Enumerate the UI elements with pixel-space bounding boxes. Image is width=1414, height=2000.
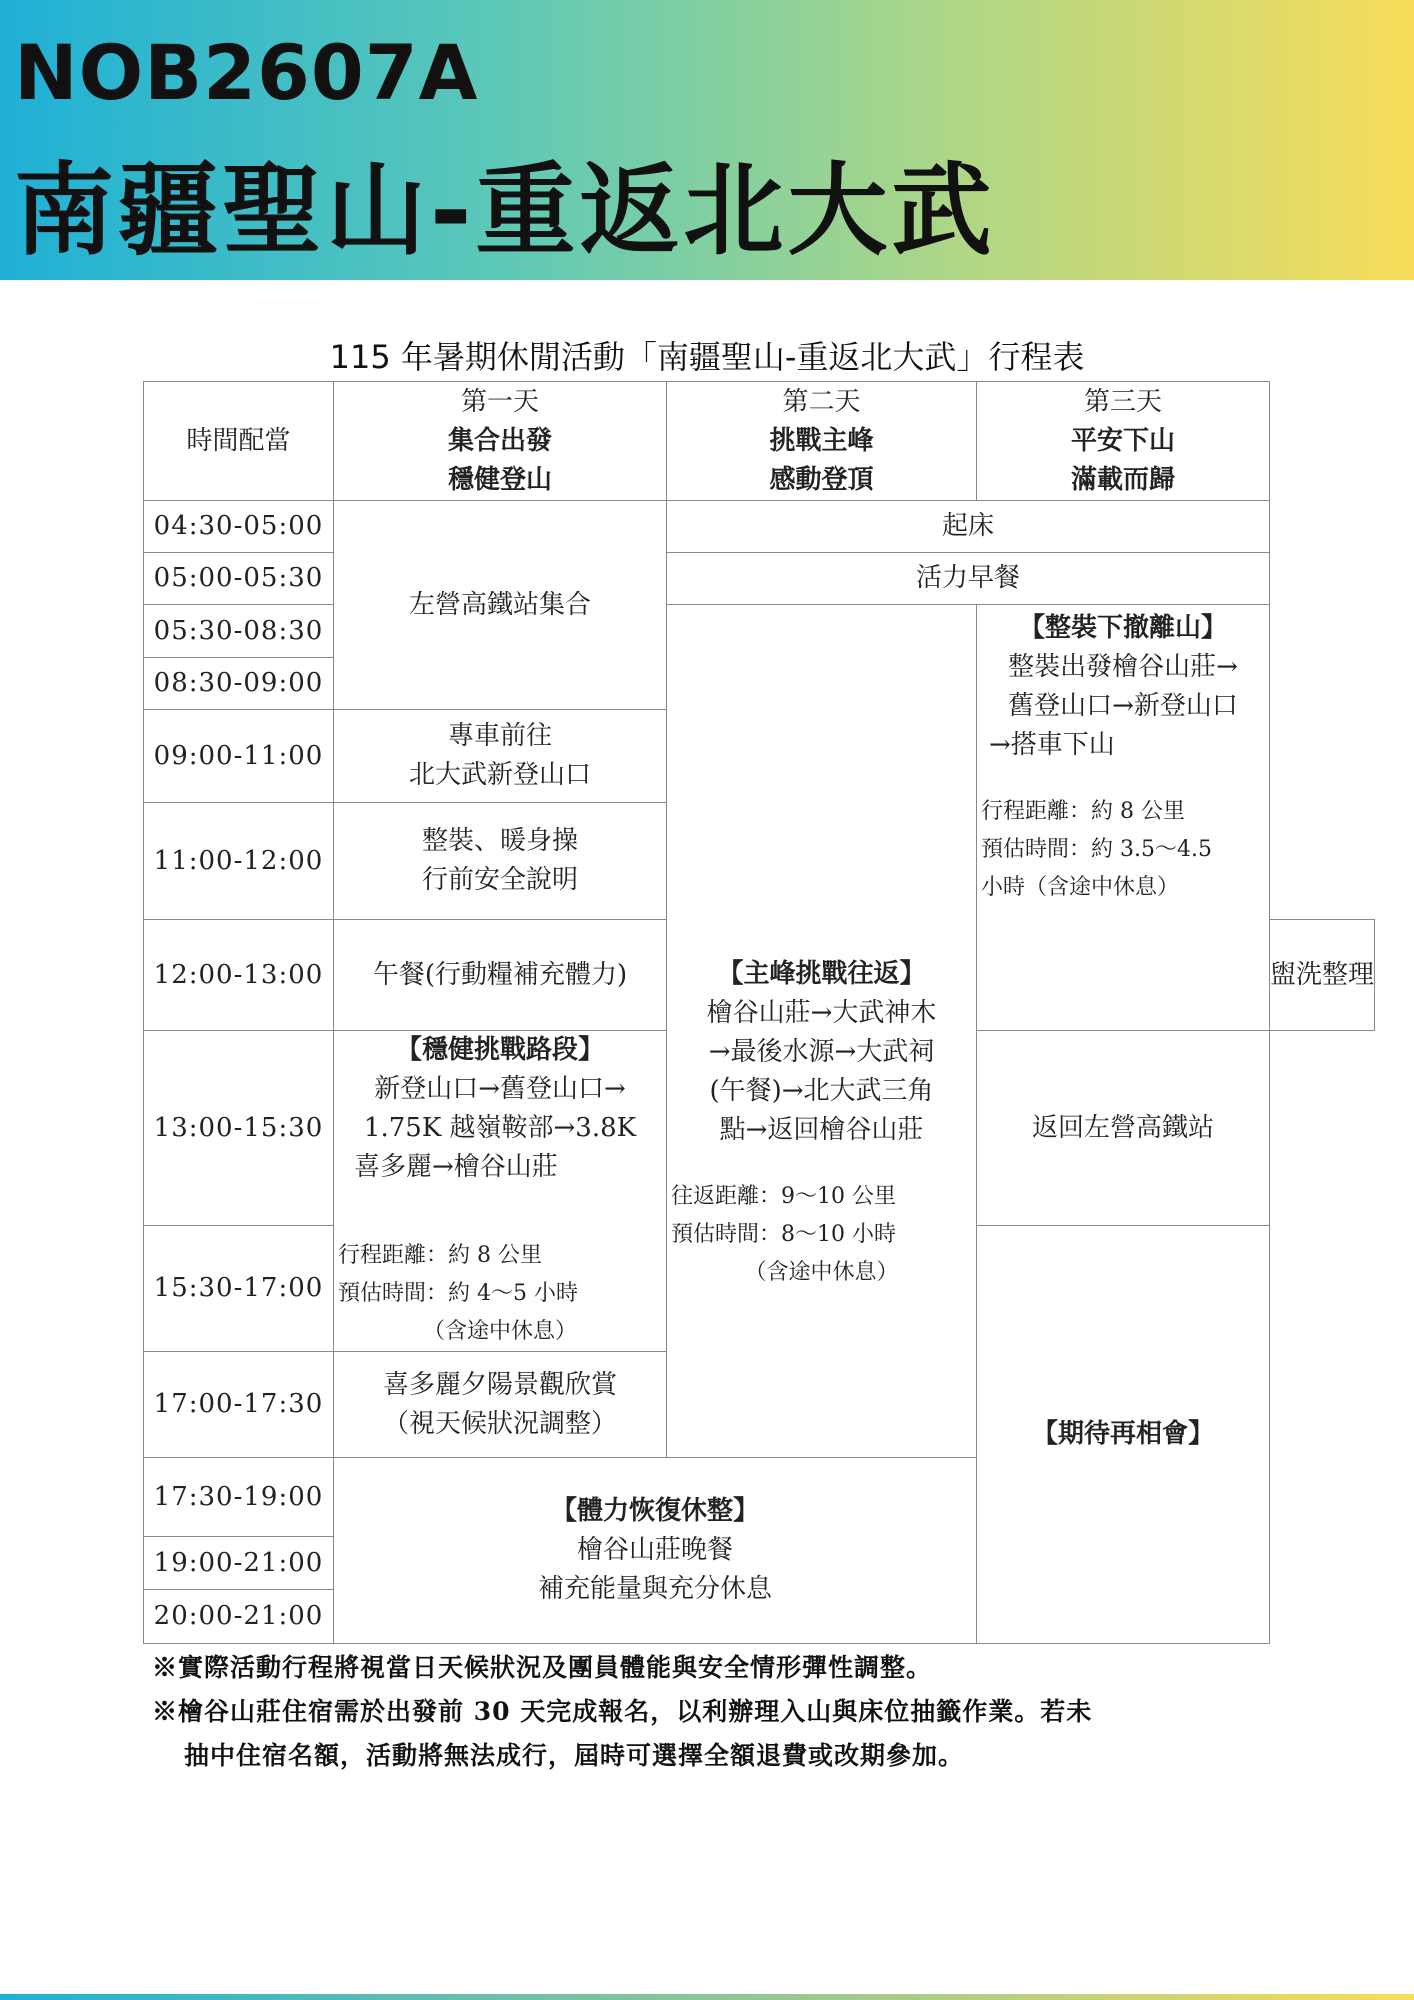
schedule-caption: 115 年暑期休閒活動「南疆聖山-重返北大武」行程表: [329, 338, 1085, 376]
shuttle-line: 專車前往: [447, 721, 552, 751]
day2-route-line: 檜谷山莊→大武神木: [706, 998, 937, 1028]
note-line: 抽中住宿名額，活動將無法成行，屆時可選擇全額退費或改期參加。: [184, 1741, 965, 1770]
day1-prep-cell: [334, 803, 667, 920]
table-row: [144, 553, 1375, 605]
header-banner: [0, 0, 1414, 280]
day3-theme-1: 平安下山: [1070, 425, 1175, 456]
day1-hike-time: 預估時間：約 4～5 小時: [338, 1281, 578, 1306]
day1-hike-route: 1.75K 越嶺鞍部→3.8K: [363, 1113, 637, 1143]
day1-hike-route: 新登山口→舊登山口→: [374, 1074, 626, 1104]
note-line: ※檜谷山莊住宿需於出發前 30 天完成報名，以利辦理入山與床位抽籤作業。若未: [152, 1697, 1093, 1726]
rest-line: 檜谷山莊晚餐: [576, 1535, 733, 1565]
day2-route-line: (午餐)→北大武三角: [709, 1076, 934, 1106]
day2-route-line: 點→返回檜谷山莊: [719, 1115, 924, 1145]
trip-title: 南疆聖山-重返北大武: [14, 152, 996, 269]
table-row: [144, 605, 1375, 658]
day1-theme-1: 集合出發: [447, 425, 552, 456]
table-row: [144, 501, 1375, 553]
day2-summit-cell: [667, 605, 977, 1458]
schedule-table: [143, 381, 1375, 1644]
footer-bar: [0, 1994, 1414, 2000]
sunset-line: 喜多麗夕陽景觀欣賞: [382, 1369, 617, 1400]
day1-gather-cell: 左營高鐵站集合: [334, 501, 667, 710]
day2-route-line: →最後水源→大武祠: [708, 1037, 935, 1067]
time-slot: 11:00-12:00: [144, 803, 334, 920]
breakfast-cell: 活力早餐: [667, 553, 1270, 605]
day3-header: [977, 382, 1270, 501]
day2-theme-2: 感動登頂: [769, 464, 874, 495]
rest-title: 【體力恢復休整】: [550, 1496, 759, 1526]
time-slot: 08:30-09:00: [144, 658, 334, 710]
day3-farewell-cell: 【期待再相會】: [977, 1226, 1270, 1644]
day2-time: 預估時間：8～10 小時: [671, 1222, 896, 1247]
day3-descent-cell: [977, 605, 1270, 1031]
day1-hike-distance: 行程距離：約 8 公里: [338, 1243, 542, 1268]
prep-line: 行前安全說明: [421, 865, 578, 895]
day3-theme-2: 滿載而歸: [1070, 464, 1175, 495]
time-slot: 17:00-17:30: [144, 1352, 334, 1458]
day1-hike-cell: [334, 1031, 667, 1352]
time-slot: 12:00-13:00: [144, 920, 334, 1031]
time-slot: 13:00-15:30: [144, 1031, 334, 1226]
time-slot: 15:30-17:00: [144, 1226, 334, 1352]
day3-wash-cell: 盥洗整理: [1270, 920, 1375, 1031]
day3-label: 第三天: [1083, 386, 1162, 417]
day3-time-note: 小時（含途中休息）: [981, 875, 1180, 900]
day1-shuttle-cell: [334, 710, 667, 803]
evening-rest-cell: [334, 1458, 977, 1644]
schedule-notes: [152, 1646, 1092, 1778]
time-slot: 04:30-05:00: [144, 501, 334, 553]
day1-header: [334, 382, 667, 501]
day1-hike-note: （含途中休息）: [422, 1319, 577, 1344]
time-slot: 20:00-21:00: [144, 1590, 334, 1644]
day1-hike-route: 喜多麗→檜谷山莊: [354, 1152, 558, 1182]
day2-distance: 往返距離：9～10 公里: [671, 1184, 896, 1209]
time-slot: 17:30-19:00: [144, 1458, 334, 1537]
day2-label: 第二天: [782, 386, 861, 417]
time-slot: 09:00-11:00: [144, 710, 334, 803]
shuttle-line: 北大武新登山口: [408, 760, 591, 790]
wake-cell: 起床: [667, 501, 1270, 553]
day3-route-line: →搭車下山: [989, 730, 1115, 760]
day3-title: 【整裝下撤離山】: [1018, 613, 1227, 643]
day2-note: （含途中休息）: [744, 1260, 899, 1285]
time-slot: 19:00-21:00: [144, 1537, 334, 1590]
note-line: ※實際活動行程將視當日天候狀況及團員體能與安全情形彈性調整。: [152, 1653, 933, 1682]
day1-lunch-cell: 午餐(行動糧補充體力): [334, 920, 667, 1031]
trip-code: NOB2607A: [14, 28, 479, 117]
rest-line: 補充能量與充分休息: [537, 1574, 772, 1604]
day2-theme-1: 挑戰主峰: [769, 425, 874, 456]
time-column-header: 時間配當: [144, 382, 334, 501]
time-slot: 05:00-05:30: [144, 553, 334, 605]
prep-line: 整裝、暖身操: [421, 826, 578, 856]
header-row: [144, 382, 1375, 501]
day3-route-line: 整裝出發檜谷山莊→: [1008, 652, 1238, 682]
day3-route-line: 舊登山口→新登山口: [1008, 691, 1238, 721]
day1-theme-2: 穩健登山: [447, 464, 552, 495]
day1-hike-title: 【穩健挑戰路段】: [395, 1035, 604, 1065]
time-slot: 05:30-08:30: [144, 605, 334, 658]
day1-label: 第一天: [460, 386, 539, 417]
day1-sunset-cell: [334, 1352, 667, 1458]
day3-return-cell: 返回左營高鐵站: [977, 1031, 1270, 1226]
day2-title: 【主峰挑戰往返】: [717, 959, 926, 989]
day3-distance: 行程距離：約 8 公里: [981, 799, 1185, 824]
day3-time: 預估時間：約 3.5～4.5: [981, 837, 1212, 862]
day2-header: [667, 382, 977, 501]
sunset-line: （視天候狀況調整）: [382, 1408, 617, 1439]
